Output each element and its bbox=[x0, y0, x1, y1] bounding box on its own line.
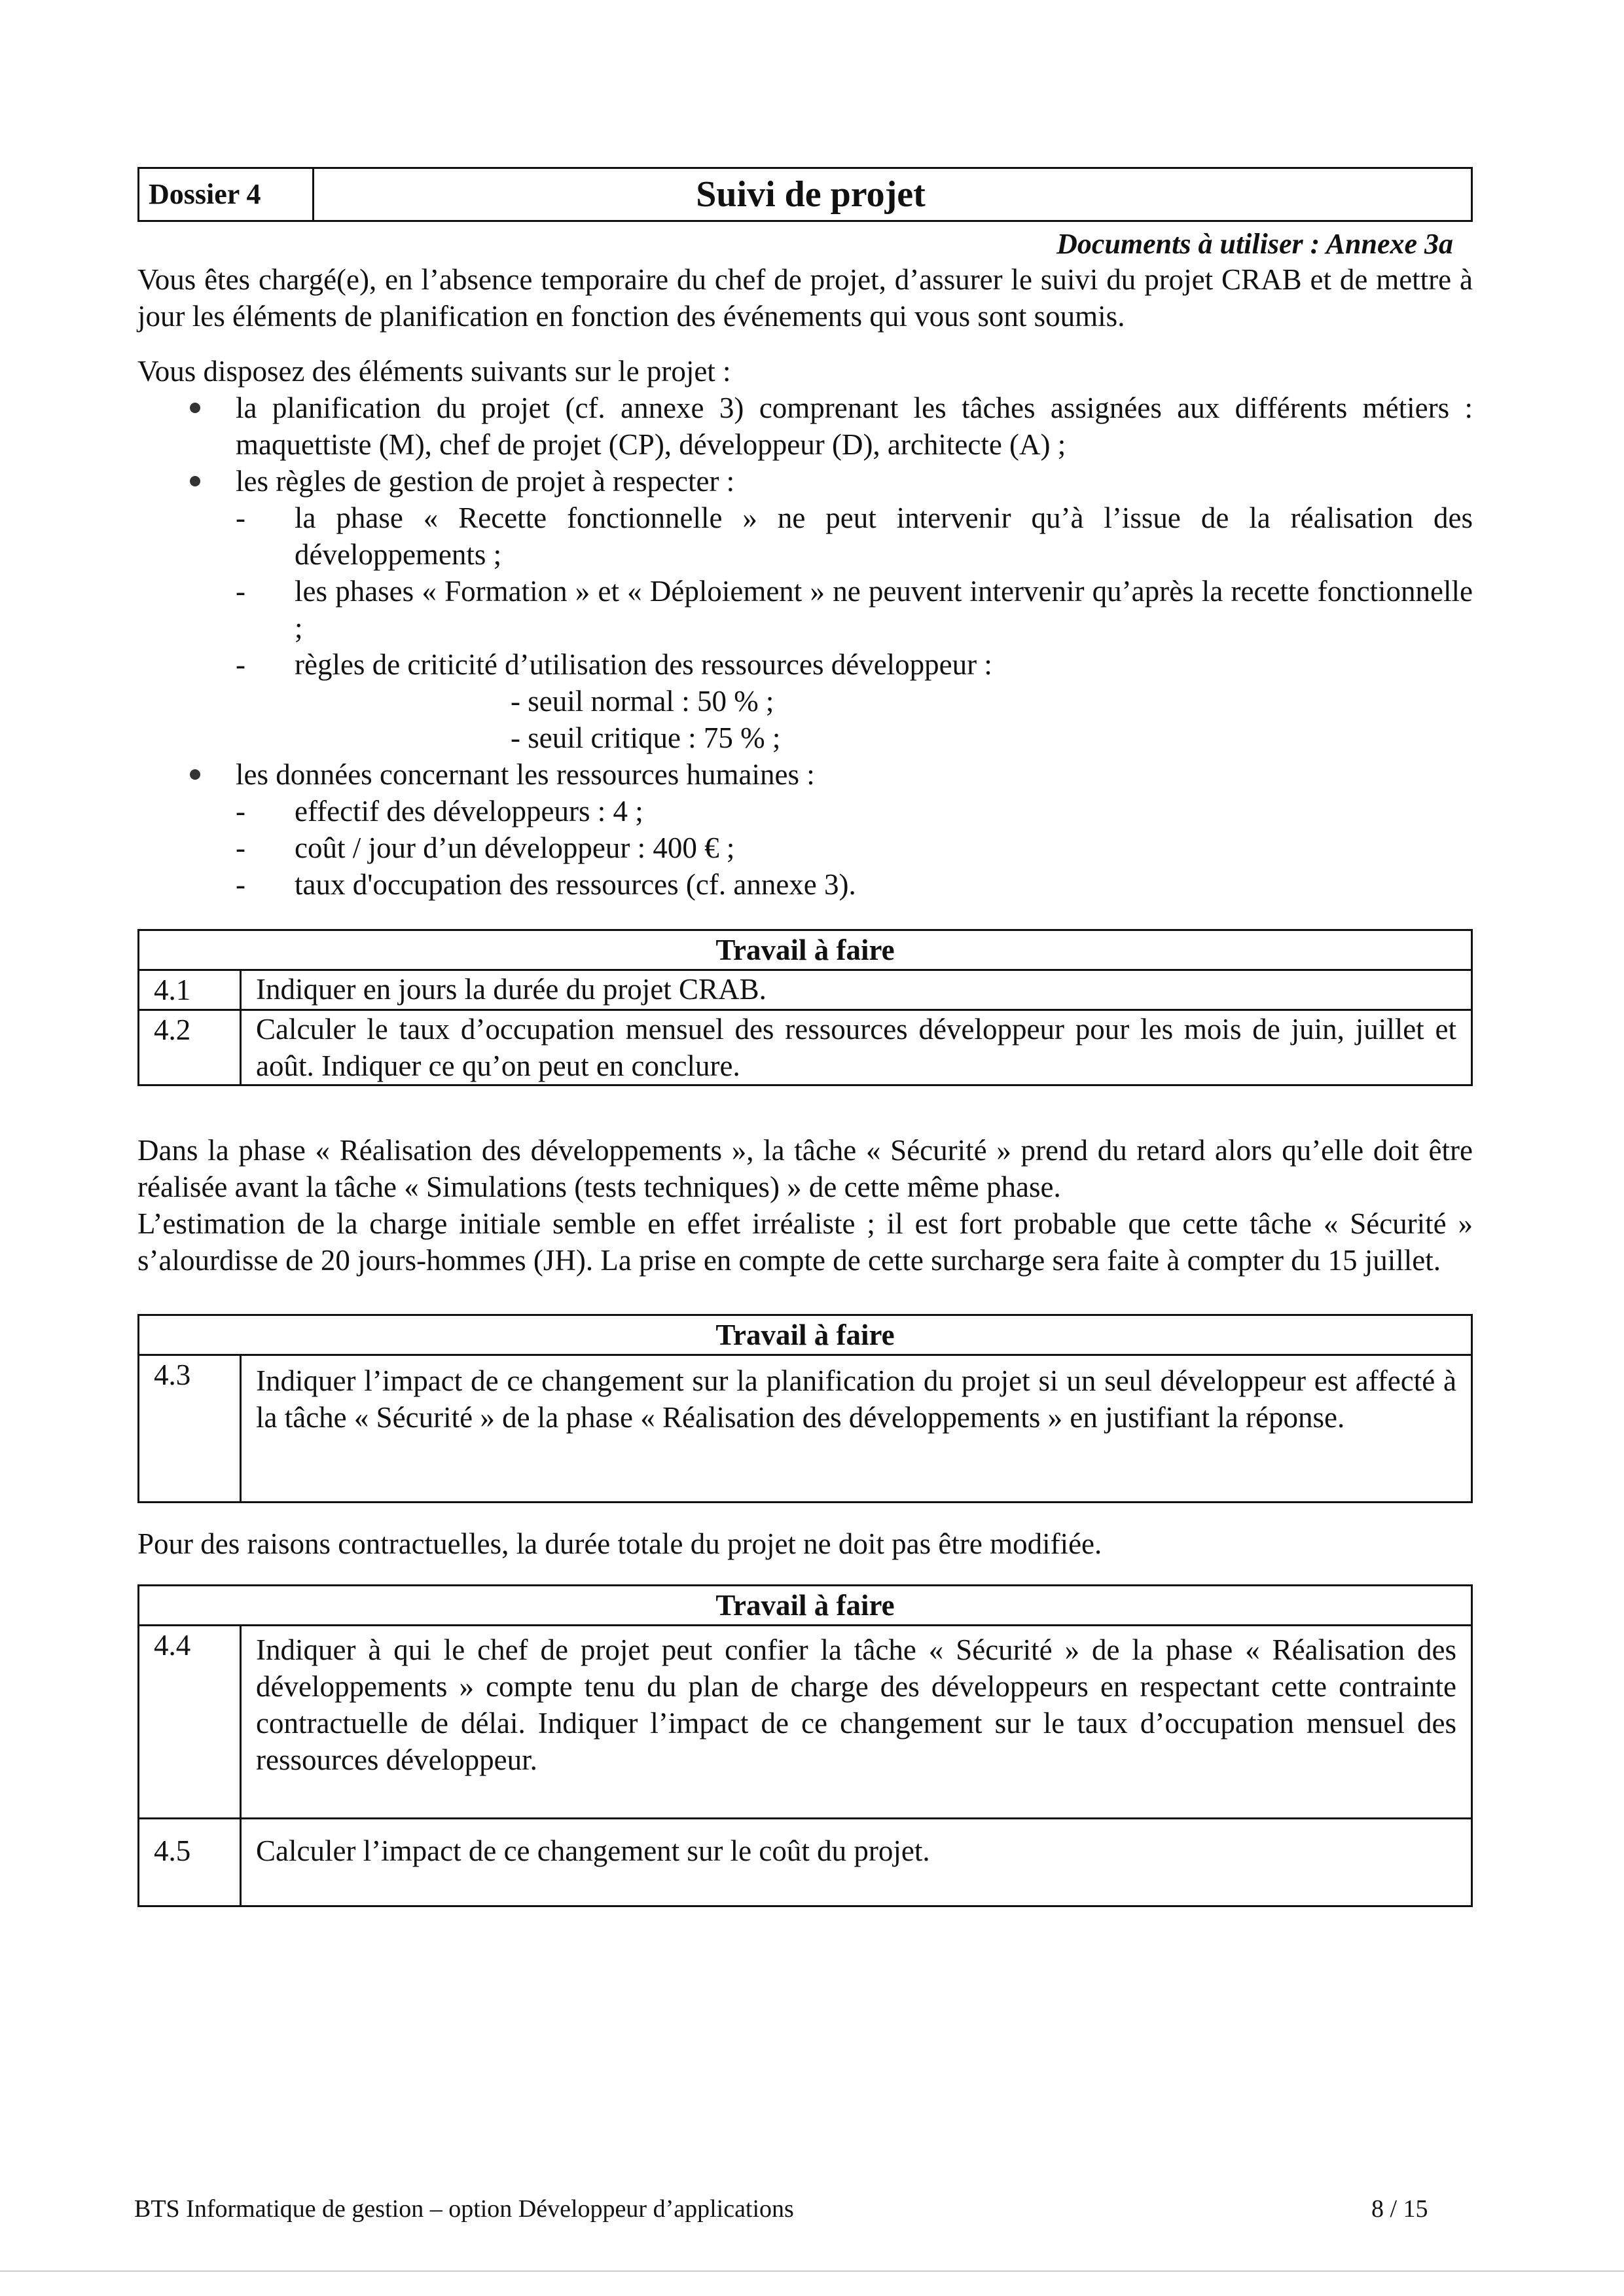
elements-list bbox=[137, 390, 1473, 903]
elements-intro: Vous disposez des éléments suivants sur le projet : bbox=[137, 355, 731, 388]
dash-item: - les phases « Formation » et « Déploiement » ne peuvent intervenir qu’après la recette fonctionnelle ; bbox=[137, 573, 1473, 646]
table-row bbox=[139, 970, 1472, 1010]
dossier-label: Dossier 4 bbox=[139, 169, 314, 220]
table-row bbox=[139, 1819, 1472, 1906]
dash-item: - coût / jour d’un développeur : 400 € ; bbox=[137, 829, 1473, 866]
table-header: Travail à faire bbox=[139, 930, 1472, 970]
dossier-header bbox=[137, 167, 1473, 222]
regles-list bbox=[137, 500, 1473, 683]
paragraph-retard: Dans la phase « Réalisation des développements », la tâche « Sécurité » prend du retard alors qu’elle doit être réalisée avant la tâche « Simulations (tests techniques) » de cette même phase. bbox=[137, 1134, 1473, 1203]
dash-item: - taux d'occupation des ressources (cf. annexe 3). bbox=[137, 866, 1473, 903]
dash-item: - la phase « Recette fonctionnelle » ne peut intervenir qu’à l’issue de la réalisation des développements ; bbox=[137, 500, 1473, 573]
bullet-regles bbox=[137, 463, 1473, 756]
bullet-ressources bbox=[137, 756, 1473, 903]
seuil-normal: - seuil normal : 50 % ; bbox=[511, 685, 774, 718]
bullet-text: les données concernant les ressources humaines : bbox=[236, 758, 815, 791]
table-header: Travail à faire bbox=[139, 1315, 1472, 1355]
seuil-critique: - seuil critique : 75 % ; bbox=[511, 721, 781, 754]
document-page bbox=[137, 167, 1473, 1907]
travail-table-1 bbox=[137, 929, 1473, 1086]
question-number: 4.5 bbox=[139, 1819, 241, 1906]
table-header: Travail à faire bbox=[139, 1586, 1472, 1626]
travail-table-3 bbox=[137, 1584, 1473, 1907]
question-text: Calculer l’impact de ce changement sur le coût du projet. bbox=[241, 1819, 1472, 1906]
table-row bbox=[139, 1355, 1472, 1503]
question-number: 4.1 bbox=[139, 970, 241, 1010]
ressources-list bbox=[137, 793, 1473, 903]
table-row bbox=[139, 1010, 1472, 1085]
paragraph-estimation: L’estimation de la charge initiale semble en effet irréaliste ; il est fort probable que cette tâche « Sécurité » s’alourdisse de 20 jours-hommes (JH). La prise en compte de cette surcharge sera faite à compter du 15 juillet. bbox=[137, 1207, 1473, 1277]
bullet-text: la planification du projet (cf. annexe 3) comprenant les tâches assignées aux différents métiers : maquettiste (M), chef de projet (CP), développeur (D), architecte (A) ; bbox=[236, 392, 1473, 461]
page-title: Suivi de projet bbox=[696, 174, 926, 215]
travail-table-2 bbox=[137, 1314, 1473, 1503]
footer-course: BTS Informatique de gestion – option Développeur d’applications bbox=[134, 2195, 794, 2223]
question-text: Indiquer en jours la durée du projet CRAB. bbox=[241, 970, 1472, 1010]
question-text: Indiquer à qui le chef de projet peut confier la tâche « Sécurité » de la phase « Réalisation des développements » compte tenu du plan de charge des développeurs en respectant cette contrainte contractuelle de délai. Indiquer l’impact de ce changement sur le taux d’occupation mensuel des ressources développeur. bbox=[241, 1626, 1472, 1819]
documents-reference: Documents à utiliser : Annexe 3a bbox=[1056, 228, 1453, 260]
table-row bbox=[139, 1626, 1472, 1819]
question-number: 4.2 bbox=[139, 1010, 241, 1085]
dash-item: - règles de criticité d’utilisation des ressources développeur : bbox=[137, 646, 1473, 683]
bottom-rule bbox=[0, 2270, 1624, 2272]
bullet-planification bbox=[137, 390, 1473, 463]
footer-page-number: 8 / 15 bbox=[1371, 2195, 1428, 2223]
bullet-text: les règles de gestion de projet à respecter : bbox=[236, 465, 735, 498]
intro-paragraph: Vous êtes chargé(e), en l’absence temporaire du chef de projet, d’assurer le suivi du projet CRAB et de mettre à jour les éléments de planification en fonction des événements qui vous sont soumis. bbox=[137, 263, 1473, 333]
question-number: 4.3 bbox=[139, 1355, 241, 1503]
question-text: Indiquer l’impact de ce changement sur la planification du projet si un seul développeur est affecté à la tâche « Sécurité » de la phase « Réalisation des développements » en justifiant la réponse. bbox=[241, 1355, 1472, 1503]
dash-item: - effectif des développeurs : 4 ; bbox=[137, 793, 1473, 829]
question-number: 4.4 bbox=[139, 1626, 241, 1819]
paragraph-contractuel: Pour des raisons contractuelles, la durée totale du projet ne doit pas être modifiée. bbox=[137, 1527, 1102, 1560]
question-text: Calculer le taux d’occupation mensuel des ressources développeur pour les mois de juin, juillet et août. Indiquer ce qu’on peut en conclure. bbox=[241, 1010, 1472, 1085]
